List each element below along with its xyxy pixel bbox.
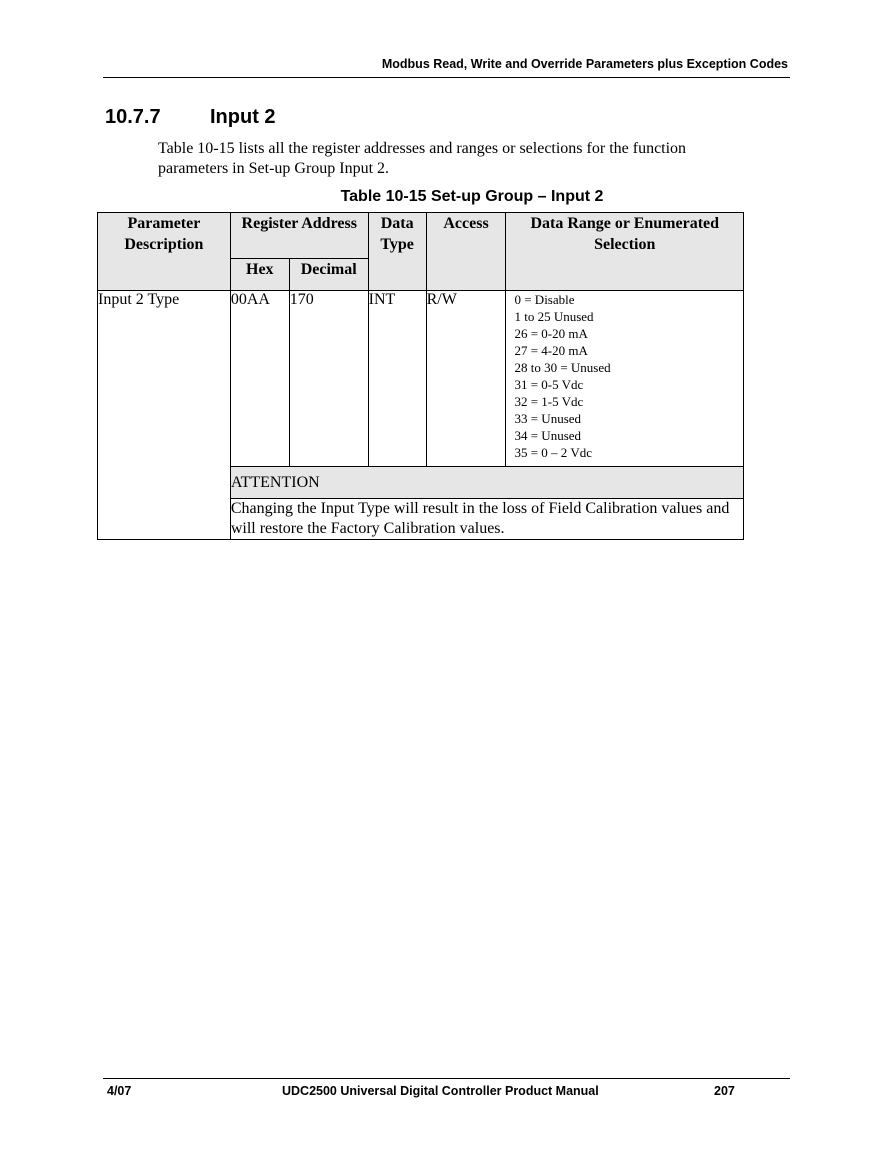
range-item: 0 = Disable bbox=[514, 292, 575, 307]
attention-label: ATTENTION bbox=[230, 467, 743, 499]
range-item: 32 = 1-5 Vdc bbox=[514, 394, 584, 409]
range-item: 34 = Unused bbox=[514, 428, 582, 443]
section-title: Input 2 bbox=[210, 106, 276, 128]
header-decimal: Decimal bbox=[289, 259, 368, 291]
footer-date: 4/07 bbox=[107, 1084, 132, 1098]
footer-manual-title: UDC2500 Universal Digital Controller Product Manual bbox=[282, 1084, 599, 1098]
cell-hex: 00AA bbox=[230, 291, 289, 467]
attention-text: Changing the Input Type will result in the loss of Field Calibration values and will restore the Factory Calibration values. bbox=[230, 499, 743, 540]
cell-description: Input 2 Type bbox=[98, 291, 231, 540]
footer-rule bbox=[103, 1078, 790, 1079]
header-hex: Hex bbox=[230, 259, 289, 291]
table-row bbox=[98, 291, 744, 467]
header-register-address: Register Address bbox=[230, 213, 368, 259]
cell-data-type: INT bbox=[368, 291, 426, 467]
page-number: 207 bbox=[714, 1084, 735, 1098]
header-data-type: Data Type bbox=[368, 213, 426, 291]
header-parameter-description: Parameter Description bbox=[98, 213, 231, 291]
cell-data-range bbox=[506, 291, 744, 467]
range-item: 35 = 0 – 2 Vdc bbox=[514, 445, 592, 460]
table-caption: Table 10-15 Set-up Group – Input 2 bbox=[340, 188, 604, 205]
running-header: Modbus Read, Write and Override Parameters plus Exception Codes bbox=[381, 57, 788, 71]
cell-access: R/W bbox=[426, 291, 506, 467]
setup-group-table bbox=[97, 212, 744, 540]
section-number: 10.7.7 bbox=[105, 106, 161, 128]
range-item: 31 = 0-5 Vdc bbox=[514, 377, 584, 392]
range-item: 33 = Unused bbox=[514, 411, 582, 426]
intro-paragraph: Table 10-15 lists all the register addresses and ranges or selections for the function parameters in Set-up Group Input 2. bbox=[158, 140, 687, 177]
cell-decimal: 170 bbox=[289, 291, 368, 467]
header-rule bbox=[103, 77, 790, 78]
range-item: 28 to 30 = Unused bbox=[514, 360, 611, 375]
header-access: Access bbox=[426, 213, 506, 291]
header-data-range: Data Range or Enumerated Selection bbox=[506, 213, 744, 291]
range-item: 26 = 0-20 mA bbox=[514, 326, 588, 341]
range-item: 27 = 4-20 mA bbox=[514, 343, 588, 358]
range-item: 1 to 25 Unused bbox=[514, 309, 594, 324]
